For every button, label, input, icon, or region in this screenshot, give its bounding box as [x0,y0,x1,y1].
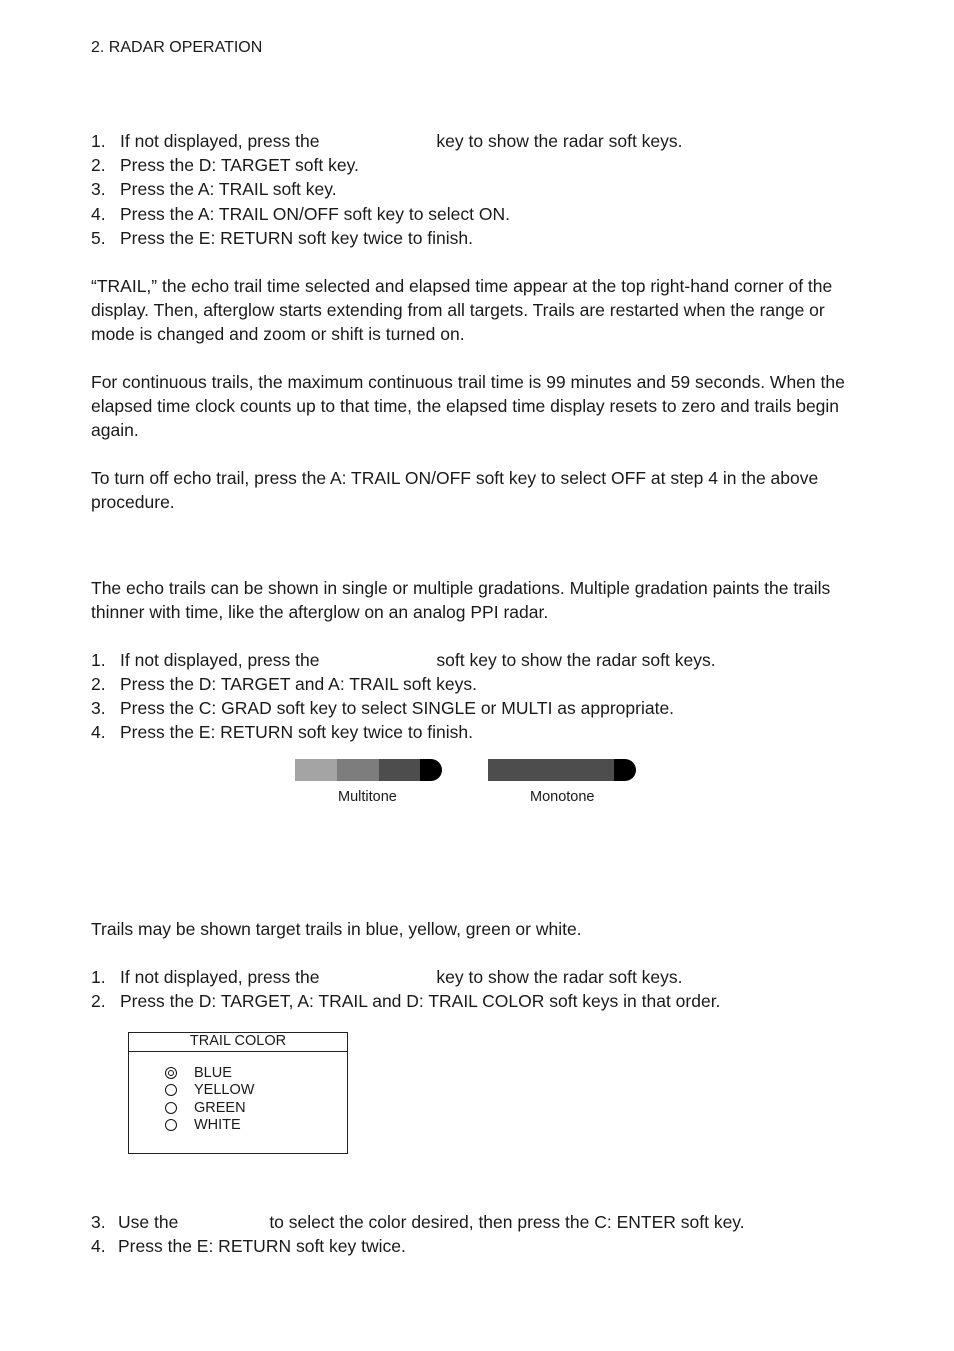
step-number: 2. [91,674,106,694]
step-text: Press the D: TARGET soft key. [120,155,359,175]
step-text: Press the E: RETURN soft key twice to finish. [120,228,474,248]
multitone-trail-bar [295,759,442,781]
step-text-post: soft key to show the radar soft keys. [436,650,716,670]
target-echo [614,759,636,781]
step-number: 1. [91,650,106,670]
step-text-post: key to show the radar soft keys. [436,967,683,987]
step-text-post: to select the color desired, then press the C: ENTER soft key. [269,1212,745,1232]
step-number: 4. [91,1236,106,1256]
step-number: 2. [91,991,106,1011]
radio-icon[interactable] [165,1084,177,1096]
radio-icon[interactable] [165,1119,177,1131]
option-label: GREEN [194,1100,246,1116]
trail-segment-light [295,759,337,781]
step-number: 1. [91,131,106,151]
radio-icon[interactable] [165,1102,177,1114]
step-text: Press the A: TRAIL soft key. [120,179,337,199]
step-number: 5. [91,228,106,248]
step-text-pre: If not displayed, press the [120,967,320,987]
trail-segment-mid [337,759,379,781]
trail-segment-dark [379,759,420,781]
dialog-title: TRAIL COLOR [129,1033,347,1052]
page-header: 2. RADAR OPERATION [91,39,263,56]
step-number: 4. [91,722,106,742]
paragraph-trail-display: “TRAIL,” the echo trail time selected and elapsed time appear at the top right-hand corner of the display. Then, afterglow starts extending from all targets. Trails are restarted when the range or mode is changed and zoom or shift is turned on. [91,276,833,344]
step-text: Press the C: GRAD soft key to select SINGLE or MULTI as appropriate. [120,698,675,718]
step-text-post: key to show the radar soft keys. [436,131,683,151]
trail-color-dialog [128,1032,348,1154]
paragraph-gradation: The echo trails can be shown in single or multiple gradations. Multiple gradation paints the trails thinner with time, like the afterglow on an analog PPI radar. [91,578,831,622]
step-number: 1. [91,967,106,987]
target-echo [420,759,442,781]
monotone-caption: Monotone [530,789,595,805]
step-text: Press the D: TARGET and A: TRAIL soft keys. [120,674,477,694]
step-text-pre: If not displayed, press the [120,650,320,670]
step-number: 3. [91,698,106,718]
step-text: Press the E: RETURN soft key twice. [118,1236,406,1256]
paragraph-continuous-trails: For continuous trails, the maximum continuous trail time is 99 minutes and 59 seconds. When the elapsed time clock counts up to that time, the elapsed time display resets to zero and trails begin again. [91,372,845,440]
step-number: 3. [91,179,106,199]
step-text-pre: Use the [118,1212,179,1232]
step-number: 2. [91,155,106,175]
step-text-pre: If not displayed, press the [120,131,320,151]
monotone-trail-bar [488,759,636,781]
step-number: 4. [91,204,106,224]
paragraph-turn-off: To turn off echo trail, press the A: TRAIL ON/OFF soft key to select OFF at step 4 in the above procedure. [91,468,819,512]
multitone-caption: Multitone [338,789,397,805]
option-label: WHITE [194,1117,241,1133]
option-label: YELLOW [194,1082,255,1098]
step-number: 3. [91,1212,106,1232]
radio-selected-icon[interactable] [165,1067,177,1079]
step-text: Press the A: TRAIL ON/OFF soft key to select ON. [120,204,510,224]
step-text: Press the D: TARGET, A: TRAIL and D: TRAIL COLOR soft keys in that order. [120,991,721,1011]
step-text: Press the E: RETURN soft key twice to finish. [120,722,474,742]
option-label: BLUE [194,1065,232,1081]
paragraph-trail-color: Trails may be shown target trails in blue, yellow, green or white. [91,919,582,939]
trail-segment-dark [488,759,614,781]
